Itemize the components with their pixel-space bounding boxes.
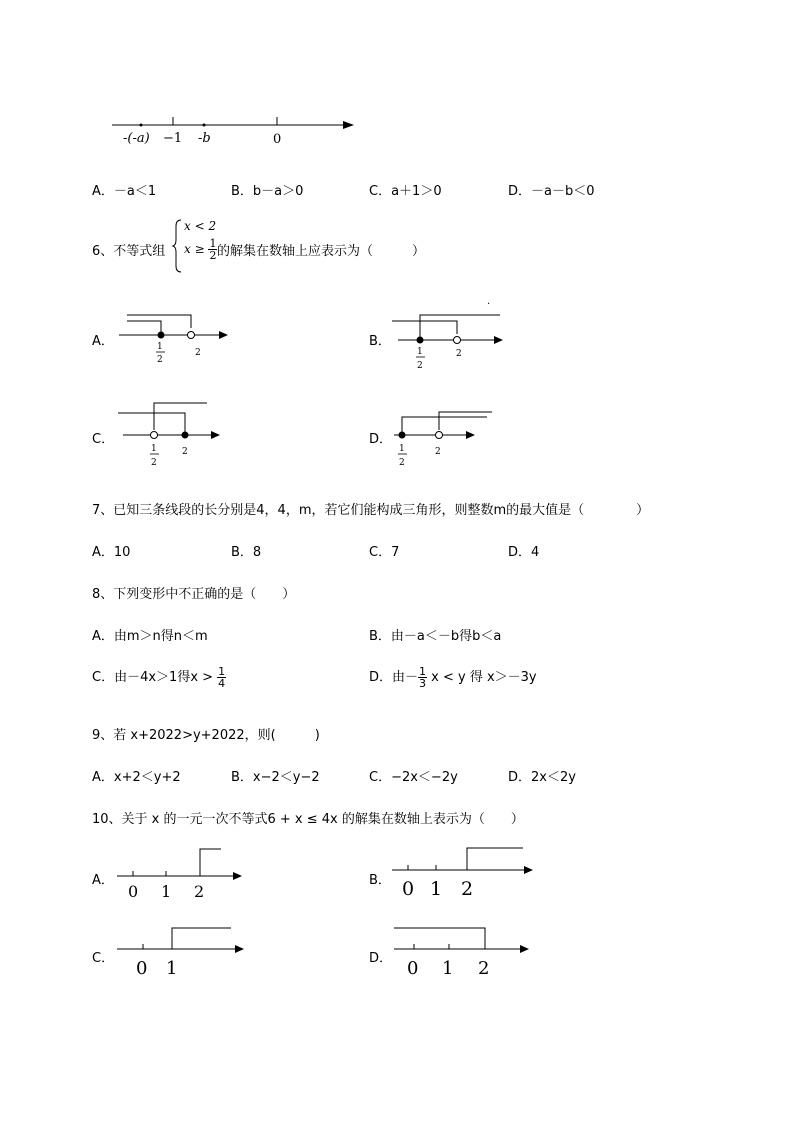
q6-option-c[interactable]: C．: [92, 432, 115, 447]
svg-text:2: 2: [194, 882, 205, 901]
q6-system-brace: [172, 218, 184, 274]
q5-number-line: [110, 112, 360, 152]
q6-option-b-number-line: [390, 312, 510, 374]
q6-system-line2: x ≥ $\frac{1}{2}$: [184, 237, 217, 262]
q6-suffix: 的解集在数轴上应表示为（ ）: [217, 244, 426, 259]
q7-option-d[interactable]: D．4: [508, 545, 540, 560]
q9-question: 9、若 x+2022>y+2022，则( ): [92, 728, 320, 743]
q10-option-a[interactable]: A．: [92, 873, 114, 888]
q6-prefix: 6、不等式组: [92, 244, 166, 259]
q5-label-zero: 0: [273, 132, 282, 147]
q5-option-d[interactable]: D．－a－b＜0: [508, 184, 595, 199]
q9-option-b[interactable]: B．x−2＜y−2: [231, 770, 320, 785]
svg-text:1: 1: [442, 958, 454, 979]
q8-option-c[interactable]: C．由－4x＞1得x > $\frac{1}{4}$: [92, 665, 226, 690]
q6-option-b[interactable]: B．: [369, 334, 391, 349]
q5-option-b[interactable]: B．b－a＞0: [231, 184, 304, 199]
q5-label-neg-one: −1: [163, 131, 183, 146]
svg-text:2: 2: [435, 447, 441, 457]
q8-option-d[interactable]: D．由－ $\frac{1}{3}$ x < y 得 x＞－3y: [369, 665, 537, 690]
q10-option-d-number-line: [392, 924, 532, 980]
q5-label-neg-neg-a: -(-a): [123, 131, 150, 146]
q6-option-c-number-line: [115, 400, 225, 472]
q6-stray-dot: .: [487, 296, 491, 307]
q10-option-c-number-line: [115, 924, 245, 980]
svg-text:1: 1: [399, 444, 405, 454]
q6-system-line1: x < 2: [184, 219, 217, 233]
q5-option-c[interactable]: C．a＋1＞0: [369, 184, 442, 199]
q8-option-a[interactable]: A．由m＞n得n＜m: [92, 629, 208, 644]
svg-text:0: 0: [136, 958, 148, 979]
svg-text:2: 2: [478, 958, 490, 979]
q6-option-a-number-line: [115, 312, 235, 372]
svg-text:2: 2: [151, 458, 157, 468]
svg-text:1: 1: [151, 444, 157, 454]
q10-option-a-number-line: [115, 846, 245, 902]
q5-label-neg-b: -b: [198, 131, 211, 146]
q7-question: 7、已知三条线段的长分别是4，4，m，若它们能构成三角形，则整数m的最大值是（ ）: [92, 503, 650, 518]
svg-text:2: 2: [195, 348, 201, 358]
svg-text:2: 2: [157, 355, 163, 365]
q7-option-b[interactable]: B．8: [231, 545, 262, 560]
svg-text:1: 1: [157, 342, 163, 352]
svg-text:1: 1: [430, 878, 443, 900]
q10-option-c[interactable]: C．: [92, 951, 115, 966]
svg-text:2: 2: [417, 361, 423, 371]
q6-option-a[interactable]: A．: [92, 334, 114, 349]
svg-text:0: 0: [128, 882, 139, 901]
q5-option-a[interactable]: A．－a＜1: [92, 184, 157, 199]
q6-option-d-number-line: [392, 404, 502, 472]
svg-text:0: 0: [402, 878, 415, 900]
svg-text:2: 2: [399, 458, 405, 468]
q10-option-b[interactable]: B．: [369, 873, 391, 888]
q7-option-c[interactable]: C．7: [369, 545, 400, 560]
svg-text:2: 2: [456, 349, 462, 359]
q9-option-c[interactable]: C．−2x＜−2y: [369, 770, 458, 785]
svg-text:2: 2: [461, 878, 474, 900]
q8-question: 8、下列变形中不正确的是（ ）: [92, 587, 296, 602]
q10-question: 10、关于 x 的一元一次不等式6 + x ≤ 4x 的解集在数轴上表示为（ ）: [92, 812, 524, 827]
q10-option-b-number-line: [390, 846, 540, 902]
q9-option-a[interactable]: A．x+2＜y+2: [92, 770, 181, 785]
svg-text:0: 0: [407, 958, 419, 979]
svg-text:1: 1: [417, 347, 423, 357]
svg-text:1: 1: [166, 958, 178, 979]
q9-option-d[interactable]: D．2x＜2y: [508, 770, 576, 785]
q8-option-b[interactable]: B．由－a＜－b得b＜a: [369, 629, 502, 644]
q6-option-d[interactable]: D．: [369, 432, 393, 447]
q7-option-a[interactable]: A．10: [92, 545, 131, 560]
q10-option-d[interactable]: D．: [369, 951, 393, 966]
svg-text:1: 1: [161, 882, 172, 901]
svg-text:2: 2: [182, 447, 188, 457]
